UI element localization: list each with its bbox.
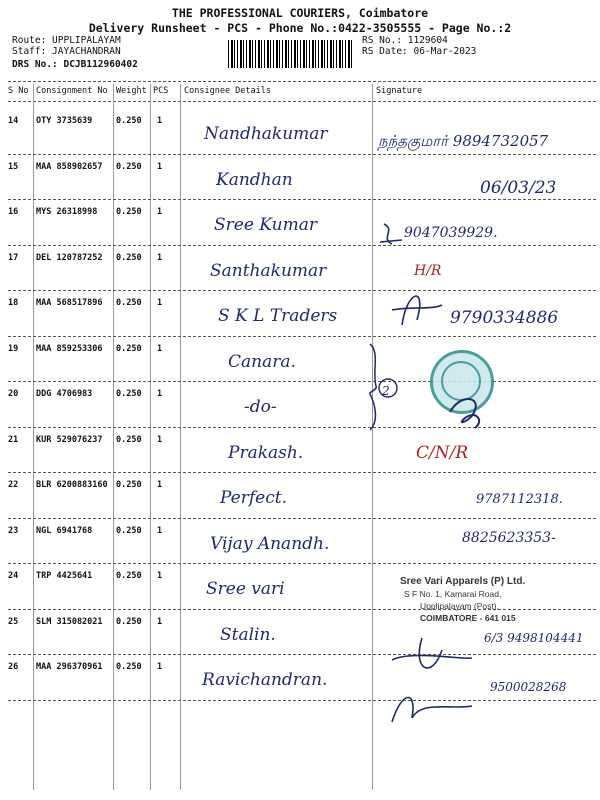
cell-cons: MYS 26318998 (36, 207, 98, 217)
consignee-name: Perfect. (220, 488, 287, 508)
cell-cons: NGL 6941768 (36, 525, 93, 536)
table-row (0, 110, 600, 155)
consignee-name: Prakash. (228, 442, 304, 463)
cell-wt: 0.250 (116, 161, 142, 172)
signature-text: 6/3 9498104441 (484, 630, 584, 645)
table-row (0, 520, 600, 565)
table-row (0, 383, 600, 428)
cell-pcs: 1 (157, 434, 163, 445)
cell-sno: 14 (8, 116, 19, 126)
cell-sno: 18 (8, 298, 19, 308)
signature-text: 9787112318. (476, 492, 563, 507)
cell-pcs: 1 (157, 116, 163, 126)
consignee-name: Ravichandran. (202, 670, 328, 690)
staff-label: Staff: JAYACHANDRAN (12, 46, 121, 57)
cell-cons: DEL 120787252 (36, 252, 103, 263)
signature-text: H/R (414, 262, 442, 279)
cell-pcs: 1 (157, 525, 163, 536)
consignee-name: S K L Traders (218, 306, 338, 326)
cell-wt: 0.250 (116, 571, 142, 581)
consignee-name: Nandhakumar (204, 124, 328, 144)
table-row (0, 474, 600, 519)
cell-wt: 0.250 (116, 389, 142, 399)
signature-text: 9500028268 (490, 680, 567, 694)
cell-pcs: 1 (157, 389, 163, 399)
col-consignee: Consignee Details (184, 86, 271, 96)
rs-date: RS Date: 06-Mar-2023 (362, 46, 477, 57)
col-signature: Signature (376, 86, 423, 96)
cell-wt: 0.250 (116, 343, 142, 354)
cell-wt: 0.250 (116, 434, 142, 445)
cell-pcs: 1 (157, 616, 163, 627)
consignee-name: Sree vari (206, 579, 285, 599)
runsheet-subtitle: Delivery Runsheet - PCS - Phone No.:0422-3505555 - Page No.:2 (88, 21, 512, 35)
cell-cons: KUR 529076237 (36, 434, 103, 445)
col-pcs: PCS (153, 86, 169, 96)
cell-sno: 26 (8, 662, 19, 672)
cell-sno: 16 (8, 207, 19, 217)
stamp-line: Sree Vari Apparels (P) Ltd. (400, 576, 526, 587)
cell-pcs: 1 (157, 480, 163, 490)
consignee-name: Sree Kumar (214, 215, 317, 235)
cell-sno: 24 (8, 571, 19, 581)
row-divider (8, 245, 596, 246)
company-stamp (400, 576, 525, 624)
row-divider (8, 290, 596, 291)
cell-pcs: 1 (157, 207, 163, 217)
cell-wt: 0.250 (116, 480, 142, 490)
cell-wt: 0.250 (116, 252, 142, 263)
header-rule-bottom (8, 101, 596, 102)
cell-pcs: 1 (157, 252, 163, 263)
cell-cons: SLM 315082021 (36, 616, 103, 627)
consignee-name: Santhakumar (210, 260, 327, 281)
consignee-name: -do- (244, 397, 277, 417)
row-divider (8, 518, 596, 519)
row-divider (8, 336, 596, 337)
route-label: Route: UPPLIPALAYAM (12, 35, 121, 46)
cell-sno: 20 (8, 389, 19, 399)
cell-cons: BLR 6200883160 (36, 480, 108, 490)
signature-scribble (376, 220, 406, 250)
company-title: THE PROFESSIONAL COURIERS, Coimbatore (171, 6, 429, 20)
cell-cons: DDG 4706983 (36, 389, 93, 399)
col-consignment: Consignment No (36, 86, 108, 96)
row-divider (8, 563, 596, 564)
table-row (0, 201, 600, 246)
header-rule-top (8, 81, 596, 82)
stamp-line: COIMBATORE - 641 015 (420, 613, 516, 623)
cell-wt: 0.250 (116, 116, 142, 126)
stamp-line: Upplipalayam (Post), (420, 601, 499, 611)
cell-sno: 25 (8, 616, 19, 627)
cell-wt: 0.250 (116, 525, 142, 536)
brace-note: 2 (382, 384, 390, 398)
barcode (228, 40, 353, 68)
table-row (0, 338, 600, 383)
signature-text: 9790334886 (450, 308, 559, 328)
row-divider (8, 700, 596, 701)
table-row (0, 156, 600, 201)
col-sno: S No (8, 86, 29, 96)
row-divider (8, 654, 596, 655)
cell-wt: 0.250 (116, 662, 142, 672)
signature-text: 9047039929. (404, 225, 498, 241)
consignee-name: Canara. (228, 351, 296, 372)
stamp-line: S F No. 1, Kamarai Road, (404, 589, 502, 599)
cell-wt: 0.250 (116, 298, 142, 308)
signature-scribble (372, 270, 452, 340)
signature-text: 8825623353- (462, 529, 556, 546)
cell-sno: 17 (8, 252, 19, 263)
cell-cons: MAA 858902657 (36, 161, 103, 172)
consignee-name: Vijay Anandh. (210, 533, 330, 554)
cell-cons: OTY 3735639 (36, 116, 93, 126)
cell-cons: MAA 859253306 (36, 343, 103, 354)
cell-sno: 15 (8, 161, 19, 172)
signature-text: 06/03/23 (480, 177, 557, 198)
rs-number: RS No.: 1129604 (362, 35, 448, 46)
cell-pcs: 1 (157, 662, 163, 672)
cell-sno: 22 (8, 480, 19, 490)
row-divider (8, 154, 596, 155)
cell-cons: MAA 568517896 (36, 298, 103, 308)
cell-sno: 19 (8, 343, 19, 354)
row-divider (8, 472, 596, 473)
signature-text: C/N/R (416, 442, 469, 463)
cell-wt: 0.250 (116, 207, 142, 217)
drs-number: DRS No.: DCJB112960402 (12, 59, 138, 70)
cell-sno: 21 (8, 434, 19, 445)
table-row (0, 247, 600, 292)
consignee-name: Kandhan (216, 169, 293, 190)
table-row (0, 429, 600, 474)
signature-scribble (372, 630, 482, 740)
table-row (0, 292, 600, 337)
cell-pcs: 1 (157, 161, 163, 172)
cell-cons: TRP 4425641 (36, 571, 93, 581)
cell-cons: MAA 296370961 (36, 662, 103, 672)
cell-pcs: 1 (157, 571, 163, 581)
col-weight: Weight (116, 86, 147, 96)
signature-text: நந்தகுமார் 9894732057 (378, 132, 549, 150)
row-divider (8, 381, 596, 382)
consignee-name: Stalin. (220, 624, 276, 645)
cell-pcs: 1 (157, 343, 163, 354)
table-row (0, 656, 600, 701)
stamp-signature-scribble (445, 392, 495, 432)
row-divider (8, 199, 596, 200)
cell-sno: 23 (8, 525, 19, 536)
row-divider (8, 427, 596, 428)
cell-pcs: 1 (157, 298, 163, 308)
cell-wt: 0.250 (116, 616, 142, 627)
